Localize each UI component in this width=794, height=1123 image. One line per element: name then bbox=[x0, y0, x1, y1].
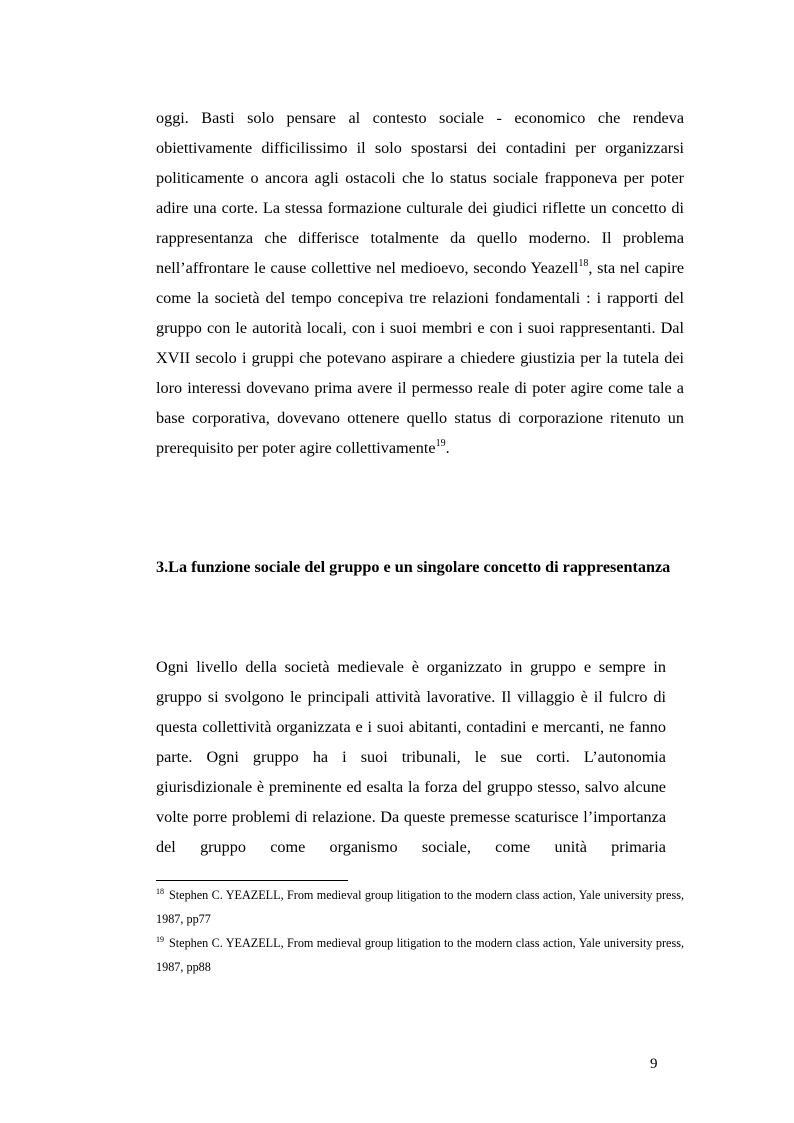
page-number: 9 bbox=[650, 1056, 658, 1072]
paragraph-text: oggi. Basti solo pensare al contesto sociale - economico che rendeva obiettivamente difficilissimo il solo spostarsi dei contadini per organizzarsi politicamente o ancora agli ostacoli che lo status sociale frapponeva per poter adire una corte. La stessa formazione culturale dei giudici riflette un concetto di rappresentanza che differisce totalmente da quello moderno. Il problema nell’affrontare le cause collettive nel medioevo, secondo Yeazell bbox=[156, 109, 684, 277]
body-paragraph: Ogni livello della società medievale è organizzato in gruppo e sempre in gruppo si svolgono le principali attività lavorative. Il villaggio è il fulcro di questa collettività organizzata e i suoi abitanti, contadini e mercanti, ne fanno parte. Ogni gruppo ha i suoi tribunali, le sue corti. L’autonomia giurisdizionale è preminente ed esalta la forza del gruppo stesso, salvo alcune volte porre problemi di relazione. Da queste premesse scaturisce l’importanza del gruppo come organismo sociale, come unità primaria bbox=[156, 658, 666, 856]
body-paragraph bbox=[156, 103, 684, 463]
footnote bbox=[156, 931, 684, 979]
footnote-divider bbox=[156, 880, 348, 881]
footnote-ref[interactable]: 19 bbox=[435, 438, 446, 449]
section-heading: 3.La funzione sociale del gruppo e un singolare concetto di rappresentanza bbox=[156, 558, 671, 576]
footnote-text: Stephen C. YEAZELL, From medieval group litigation to the modern class action, Yale university press, 1987, pp88 bbox=[156, 936, 684, 974]
footnote-number: 19 bbox=[156, 935, 164, 944]
footnotes bbox=[156, 883, 684, 979]
footnote-number: 18 bbox=[156, 887, 164, 896]
paragraph-text: . bbox=[445, 439, 450, 457]
paragraph-text: , sta nel capire come la società del tempo concepiva tre relazioni fondamentali : i rapporti del gruppo con le autorità locali, con i suoi membri e con i suoi rappresentanti. Dal XVII secolo i gruppi che potevano aspirare a chiedere giustizia per la tutela dei loro interessi dovevano prima avere il permesso reale di poter agire come tale a base corporativa, dovevano ottenere quello status di corporazione ritenuto un prerequisito per poter agire collettivamente bbox=[156, 259, 685, 457]
footnote bbox=[156, 883, 684, 931]
footnote-text: Stephen C. YEAZELL, From medieval group litigation to the modern class action, Yale university press, 1987, pp77 bbox=[156, 888, 684, 926]
footnote-ref[interactable]: 18 bbox=[578, 258, 589, 269]
